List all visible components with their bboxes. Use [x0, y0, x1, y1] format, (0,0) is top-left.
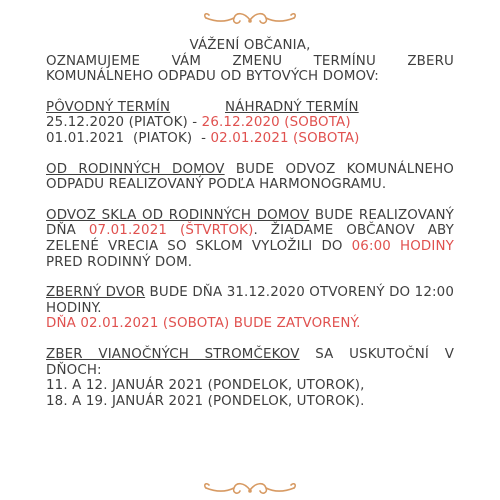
glass-time: 06:00 HODINY — [351, 238, 454, 254]
collection-yard-closed: DŇA 02.01.2021 (SOBOTA) BUDE ZATVORENÝ. — [46, 316, 361, 332]
original-date: 25.12.2020 (PIATOK) - — [46, 115, 202, 131]
schedule-header — [46, 100, 454, 116]
notice-content — [46, 38, 454, 409]
original-date: 01.01.2021 (PIATOK) - — [46, 130, 211, 146]
family-houses-heading: OD RODINNÝCH DOMOV — [46, 161, 225, 177]
family-houses-text: BUDE ODVOZ KOMUNÁLNEHO ODPADU REALIZOVANÝ PODĽA HARMONOGRAMU. — [46, 161, 455, 193]
greeting: VÁŽENÍ OBČANIA, — [189, 38, 311, 53]
christmas-trees-date: 18. A 19. JANUÁR 2021 (PONDELOK, UTOROK). — [46, 393, 365, 409]
glass-section — [46, 208, 454, 270]
collection-yard-text-block — [46, 285, 454, 316]
schedule-section — [46, 100, 454, 147]
collection-yard-section — [46, 285, 454, 332]
schedule-row — [46, 131, 454, 147]
glass-heading: ODVOZ SKLA OD RODINNÝCH DOMOV — [46, 207, 310, 223]
replacement-date: 26.12.2020 (SOBOTA) — [201, 115, 351, 131]
intro-text: OZNAMUJEME VÁM ZMENU TERMÍNU ZBERU KOMUNÁLNEHO ODPADU OD BYTOVÝCH DOMOV: — [46, 53, 454, 85]
collection-yard-heading: ZBERNÝ DVOR — [46, 285, 146, 301]
collection-yard-text: BUDE DŇA 31.12.2020 OTVORENÝ DO 12:00 HODINY. — [46, 285, 454, 316]
glass-text: PRED RODINNÝ DOM. — [46, 254, 193, 270]
christmas-trees-heading: ZBER VIANOČNÝCH STROMČEKOV — [46, 346, 300, 362]
glass-text: BUDE REALIZOVANÝ DŇA — [46, 207, 455, 239]
christmas-trees-date: 11. A 12. JANUÁR 2021 (PONDELOK, UTOROK), — [46, 378, 365, 394]
glass-date: 07.01.2021 (ŠTVRTOK) — [88, 223, 254, 239]
schedule-row — [46, 115, 454, 131]
glass-text: . ŽIADAME OBČANOV ABY ZELENÉ VRECIA SO SKLOM VYLOŽILI DO — [46, 223, 454, 254]
header-replacement-term: NÁHRADNÝ TERMÍN — [225, 99, 359, 115]
ornament-flourish-icon — [200, 476, 300, 500]
family-houses-section — [46, 162, 454, 193]
christmas-trees-section — [46, 347, 454, 409]
replacement-date: 02.01.2021 (SOBOTA) — [210, 130, 360, 146]
christmas-trees-text: SA USKUTOČNÍ V DŇOCH: — [46, 346, 455, 378]
ornament-flourish-icon — [200, 6, 300, 32]
header-original-term: PÔVODNÝ TERMÍN — [46, 99, 171, 115]
christmas-trees-text-block — [46, 347, 454, 378]
